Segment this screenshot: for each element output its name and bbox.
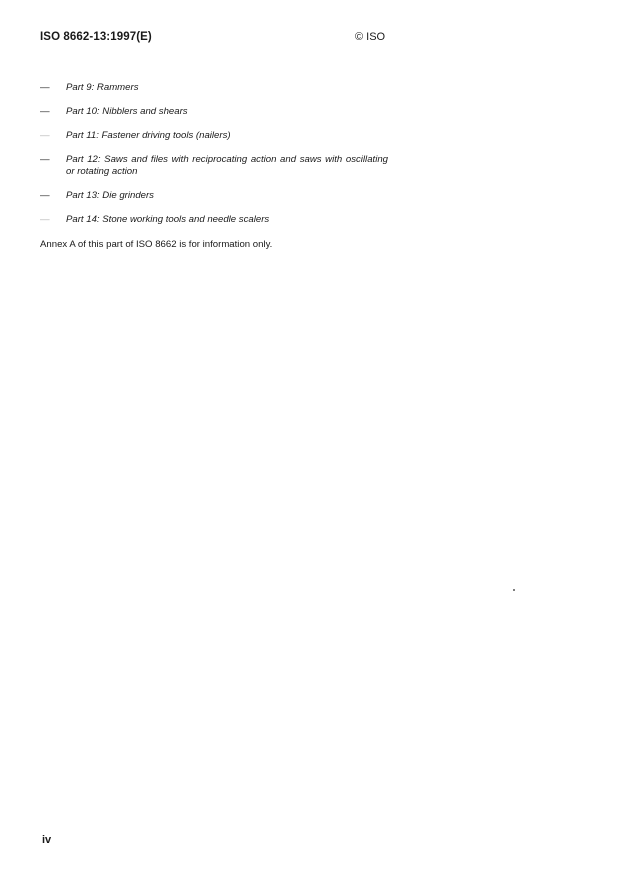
list-item bbox=[40, 154, 388, 178]
page-number: iv bbox=[42, 834, 52, 846]
list-dash: — bbox=[40, 190, 50, 201]
list-item-text: Part 12: Saws and files with reciprocating action and saws with oscillating or rotating action bbox=[66, 154, 388, 177]
list-item bbox=[40, 82, 388, 94]
parts-list bbox=[40, 82, 388, 238]
annex-note: Annex A of this part of ISO 8662 is for information only. bbox=[40, 239, 273, 250]
list-item-text: Part 13: Die grinders bbox=[66, 190, 154, 201]
scan-speck bbox=[513, 589, 515, 591]
list-item-text: Part 14: Stone working tools and needle scalers bbox=[66, 214, 270, 225]
document-id: ISO 8662-13:1997(E) bbox=[40, 31, 152, 43]
list-item-text: Part 11: Fastener driving tools (nailers) bbox=[66, 130, 231, 141]
list-dash: — bbox=[40, 130, 50, 141]
copyright-notice: © ISO bbox=[355, 31, 386, 43]
list-dash: — bbox=[40, 214, 50, 225]
list-dash: — bbox=[40, 106, 50, 117]
list-item bbox=[40, 106, 388, 118]
list-item-text: Part 9: Rammers bbox=[66, 82, 139, 93]
list-item bbox=[40, 190, 388, 202]
list-dash: — bbox=[40, 82, 50, 93]
list-item-text: Part 10: Nibblers and shears bbox=[66, 106, 188, 117]
list-item bbox=[40, 130, 388, 142]
list-dash: — bbox=[40, 154, 50, 165]
list-item bbox=[40, 214, 388, 226]
